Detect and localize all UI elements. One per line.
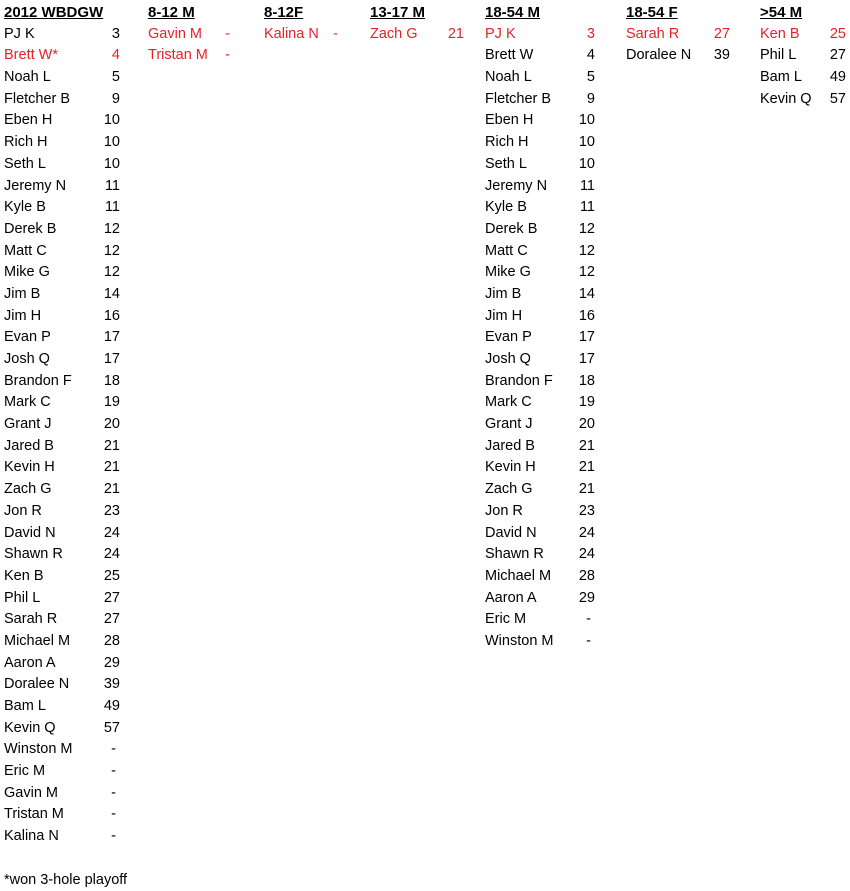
player-name: Kevin H [485, 459, 536, 476]
player-name: Eric M [4, 763, 46, 780]
player-name: PJ K [4, 25, 35, 42]
result-row [4, 566, 120, 588]
player-name: Michael M [485, 567, 552, 584]
player-name: Eric M [485, 611, 527, 628]
player-name: Zach G [370, 25, 418, 42]
column-overall [4, 2, 120, 848]
player-name: Jon R [485, 502, 523, 519]
result-row [370, 24, 464, 46]
result-row [485, 327, 595, 349]
result-row [4, 696, 120, 718]
player-score: - [225, 47, 230, 64]
result-row [4, 588, 120, 610]
result-row [485, 306, 595, 328]
player-score: 27 [103, 589, 120, 606]
player-name: David N [4, 524, 56, 541]
player-score: - [111, 806, 116, 823]
result-row [4, 327, 120, 349]
result-row [4, 197, 120, 219]
column-m-8-12 [148, 2, 234, 67]
player-score: 9 [111, 90, 120, 107]
player-name: Noah L [485, 69, 532, 86]
result-row [4, 154, 120, 176]
player-score: 24 [103, 546, 120, 563]
player-score: 3 [586, 25, 595, 42]
player-score: - [111, 828, 116, 845]
player-score: 17 [103, 351, 120, 367]
column-m-over-54 [760, 2, 846, 110]
result-row [485, 154, 595, 176]
player-name: Kevin Q [760, 90, 812, 107]
result-row [626, 24, 730, 46]
player-score: 17 [578, 351, 595, 367]
result-row [4, 24, 120, 46]
result-row [4, 783, 120, 805]
result-row [485, 262, 595, 284]
player-score: 5 [111, 69, 120, 86]
player-name: Gavin M [4, 784, 58, 801]
player-name: Kalina N [264, 25, 319, 42]
player-score: 3 [111, 25, 120, 42]
player-name: Jim H [485, 307, 523, 324]
player-name: Zach G [4, 481, 52, 498]
column-header: 13-17 M [370, 4, 426, 21]
player-name: Doralee N [626, 47, 692, 64]
player-score: 18 [103, 372, 120, 389]
result-row [4, 761, 120, 783]
player-name: Brett W* [4, 47, 58, 64]
player-name: Kyle B [4, 199, 46, 216]
result-row [4, 479, 120, 501]
player-name: Kevin H [4, 459, 55, 476]
player-name: Grant J [4, 416, 52, 433]
player-name: Eben H [4, 112, 53, 129]
result-row [485, 544, 595, 566]
player-score: 12 [578, 264, 595, 281]
result-row [4, 132, 120, 154]
result-row [264, 24, 342, 46]
column-header: 8-12 M [148, 4, 195, 21]
column-header: >54 M [760, 4, 803, 21]
player-name: Jeremy N [485, 177, 548, 194]
player-score: 14 [578, 285, 595, 302]
result-row [485, 89, 595, 111]
result-row [4, 262, 120, 284]
result-row [485, 24, 595, 46]
player-score: - [111, 763, 116, 780]
player-name: Josh Q [485, 351, 531, 367]
player-score: 21 [447, 25, 464, 42]
player-score: 11 [104, 177, 120, 194]
player-score: 21 [103, 459, 120, 476]
result-row [485, 219, 595, 241]
result-row [485, 284, 595, 306]
player-score: 9 [586, 90, 595, 107]
player-name: Grant J [485, 416, 533, 433]
column-m-13-17 [370, 2, 464, 45]
player-name: Sarah R [626, 25, 680, 42]
column-header: 8-12F [264, 4, 304, 21]
result-row [626, 45, 730, 67]
column-m-18-54 [485, 2, 595, 653]
player-score: 21 [578, 481, 595, 498]
player-name: Winston M [4, 741, 73, 758]
result-row [485, 110, 595, 132]
result-row [485, 414, 595, 436]
result-row [4, 501, 120, 523]
player-score: 10 [103, 112, 120, 129]
player-name: Jared B [4, 437, 54, 454]
player-score: 20 [578, 416, 595, 433]
result-row [485, 197, 595, 219]
player-name: Jim B [485, 285, 522, 302]
player-score: 10 [103, 155, 120, 172]
player-score: 57 [103, 719, 120, 736]
player-score: 23 [578, 502, 595, 519]
player-score: 10 [578, 155, 595, 172]
column-f-8-12 [264, 2, 342, 45]
result-row [485, 501, 595, 523]
result-row [4, 349, 120, 371]
player-score: 49 [829, 69, 846, 86]
result-row [760, 67, 846, 89]
player-score: 16 [103, 307, 120, 324]
player-name: Matt C [4, 242, 47, 259]
player-name: Seth L [4, 155, 46, 172]
player-score: 12 [103, 220, 120, 237]
player-name: Brandon F [485, 372, 553, 389]
result-row [760, 89, 846, 111]
player-name: Fletcher B [485, 90, 552, 107]
result-row [485, 609, 595, 631]
result-row [4, 176, 120, 198]
player-score: 25 [829, 25, 846, 42]
result-row [485, 241, 595, 263]
player-score: 29 [578, 589, 595, 606]
player-name: Brandon F [4, 372, 72, 389]
result-row [485, 132, 595, 154]
player-score: 19 [578, 394, 595, 411]
player-score: 29 [103, 654, 120, 671]
player-name: PJ K [485, 25, 516, 42]
player-score: 10 [578, 112, 595, 129]
column-header: 2012 WBDGW [4, 4, 104, 21]
player-score: 49 [103, 698, 120, 714]
player-name: Bam L [4, 698, 46, 714]
result-row [485, 631, 595, 653]
result-row [485, 457, 595, 479]
player-score: 12 [578, 242, 595, 259]
player-score: 11 [104, 199, 120, 216]
result-row [4, 739, 120, 761]
player-name: Eben H [485, 112, 534, 129]
player-score: 21 [103, 481, 120, 498]
result-row [4, 653, 120, 675]
player-score: 12 [103, 242, 120, 259]
player-score: 10 [103, 134, 120, 151]
result-row [4, 284, 120, 306]
result-row [4, 544, 120, 566]
player-score: 28 [103, 632, 120, 649]
player-score: 16 [578, 307, 595, 324]
player-score: 5 [586, 69, 595, 86]
player-score: 17 [578, 329, 595, 346]
player-name: Phil L [4, 589, 41, 606]
result-row [485, 479, 595, 501]
result-row [4, 436, 120, 458]
player-score: 21 [578, 459, 595, 476]
player-name: Shawn R [4, 546, 63, 563]
result-row [4, 306, 120, 328]
result-row [4, 609, 120, 631]
player-name: Jim H [4, 307, 42, 324]
player-score: - [333, 25, 338, 42]
player-score: 21 [578, 437, 595, 454]
result-row [4, 219, 120, 241]
player-score: 21 [103, 437, 120, 454]
result-row [485, 67, 595, 89]
player-score: 18 [578, 372, 595, 389]
player-name: Kevin Q [4, 719, 56, 736]
player-name: Derek B [485, 220, 538, 237]
player-name: Mark C [4, 394, 51, 411]
player-score: 57 [829, 90, 846, 107]
player-name: Tristan M [4, 806, 64, 823]
player-score: 19 [103, 394, 120, 411]
player-name: Aaron A [485, 589, 537, 606]
player-score: 11 [579, 199, 595, 216]
result-row [4, 110, 120, 132]
result-row [4, 457, 120, 479]
result-row [485, 45, 595, 67]
result-row [4, 392, 120, 414]
player-name: Tristan M [148, 47, 208, 64]
result-row [148, 24, 234, 46]
column-header: 18-54 M [485, 4, 541, 21]
player-name: Fletcher B [4, 90, 71, 107]
player-score: 10 [578, 134, 595, 151]
player-score: 4 [111, 47, 120, 64]
player-name: Rich H [485, 134, 529, 151]
player-name: Evan P [4, 329, 51, 346]
player-name: Mike G [485, 264, 531, 281]
result-row [4, 89, 120, 111]
result-row [4, 45, 120, 67]
player-name: Ken B [760, 25, 800, 42]
player-name: Aaron A [4, 654, 56, 671]
player-score: 39 [713, 47, 730, 64]
result-row [485, 566, 595, 588]
player-score: 24 [578, 546, 595, 563]
player-name: Noah L [4, 69, 51, 86]
player-score: 11 [579, 177, 595, 194]
player-name: Gavin M [148, 25, 202, 42]
player-name: Michael M [4, 632, 71, 649]
player-name: Phil L [760, 47, 797, 64]
result-row [485, 349, 595, 371]
result-row [4, 241, 120, 263]
player-name: Winston M [485, 632, 554, 649]
player-name: Jon R [4, 502, 42, 519]
player-name: Evan P [485, 329, 532, 346]
footnote: *won 3-hole playoff [4, 872, 128, 888]
result-row [148, 45, 234, 67]
player-score: 24 [103, 524, 120, 541]
player-name: Mike G [4, 264, 50, 281]
result-row [4, 523, 120, 545]
player-name: Kalina N [4, 828, 59, 845]
player-score: 27 [103, 611, 120, 628]
result-row [485, 588, 595, 610]
player-name: Doralee N [4, 676, 70, 693]
player-score: 17 [103, 329, 120, 346]
result-row [4, 67, 120, 89]
player-score: 12 [103, 264, 120, 281]
player-score: 25 [103, 567, 120, 584]
result-row [760, 45, 846, 67]
player-name: Rich H [4, 134, 48, 151]
player-name: Ken B [4, 567, 44, 584]
player-name: Mark C [485, 394, 532, 411]
result-row [4, 414, 120, 436]
player-name: Brett W [485, 47, 534, 64]
player-name: Shawn R [485, 546, 544, 563]
player-score: 14 [103, 285, 120, 302]
result-row [485, 371, 595, 393]
result-row [4, 718, 120, 740]
result-row [4, 371, 120, 393]
column-header: 18-54 F [626, 4, 678, 21]
player-score: 24 [578, 524, 595, 541]
player-name: Kyle B [485, 199, 527, 216]
player-score: 39 [103, 676, 120, 693]
player-score: - [111, 741, 116, 758]
player-name: Jeremy N [4, 177, 67, 194]
player-name: Derek B [4, 220, 57, 237]
player-score: - [111, 784, 116, 801]
result-row [485, 436, 595, 458]
player-name: Bam L [760, 69, 802, 86]
player-score: 23 [103, 502, 120, 519]
player-name: David N [485, 524, 537, 541]
result-row [4, 804, 120, 826]
column-f-18-54 [626, 2, 730, 67]
result-row [4, 674, 120, 696]
player-score: 27 [713, 25, 730, 42]
player-score: - [225, 25, 230, 42]
player-score: - [586, 632, 591, 649]
player-name: Sarah R [4, 611, 58, 628]
player-score: 28 [578, 567, 595, 584]
player-score: 4 [586, 47, 595, 64]
result-row [485, 523, 595, 545]
result-row [485, 392, 595, 414]
player-name: Zach G [485, 481, 533, 498]
result-row [4, 826, 120, 848]
player-score: 12 [578, 220, 595, 237]
player-score: 20 [103, 416, 120, 433]
player-name: Matt C [485, 242, 528, 259]
result-row [485, 176, 595, 198]
player-name: Jared B [485, 437, 535, 454]
player-score: 27 [829, 47, 846, 64]
player-name: Josh Q [4, 351, 50, 367]
result-row [760, 24, 846, 46]
result-row [4, 631, 120, 653]
player-score: - [586, 611, 591, 628]
player-name: Seth L [485, 155, 527, 172]
player-name: Jim B [4, 285, 41, 302]
